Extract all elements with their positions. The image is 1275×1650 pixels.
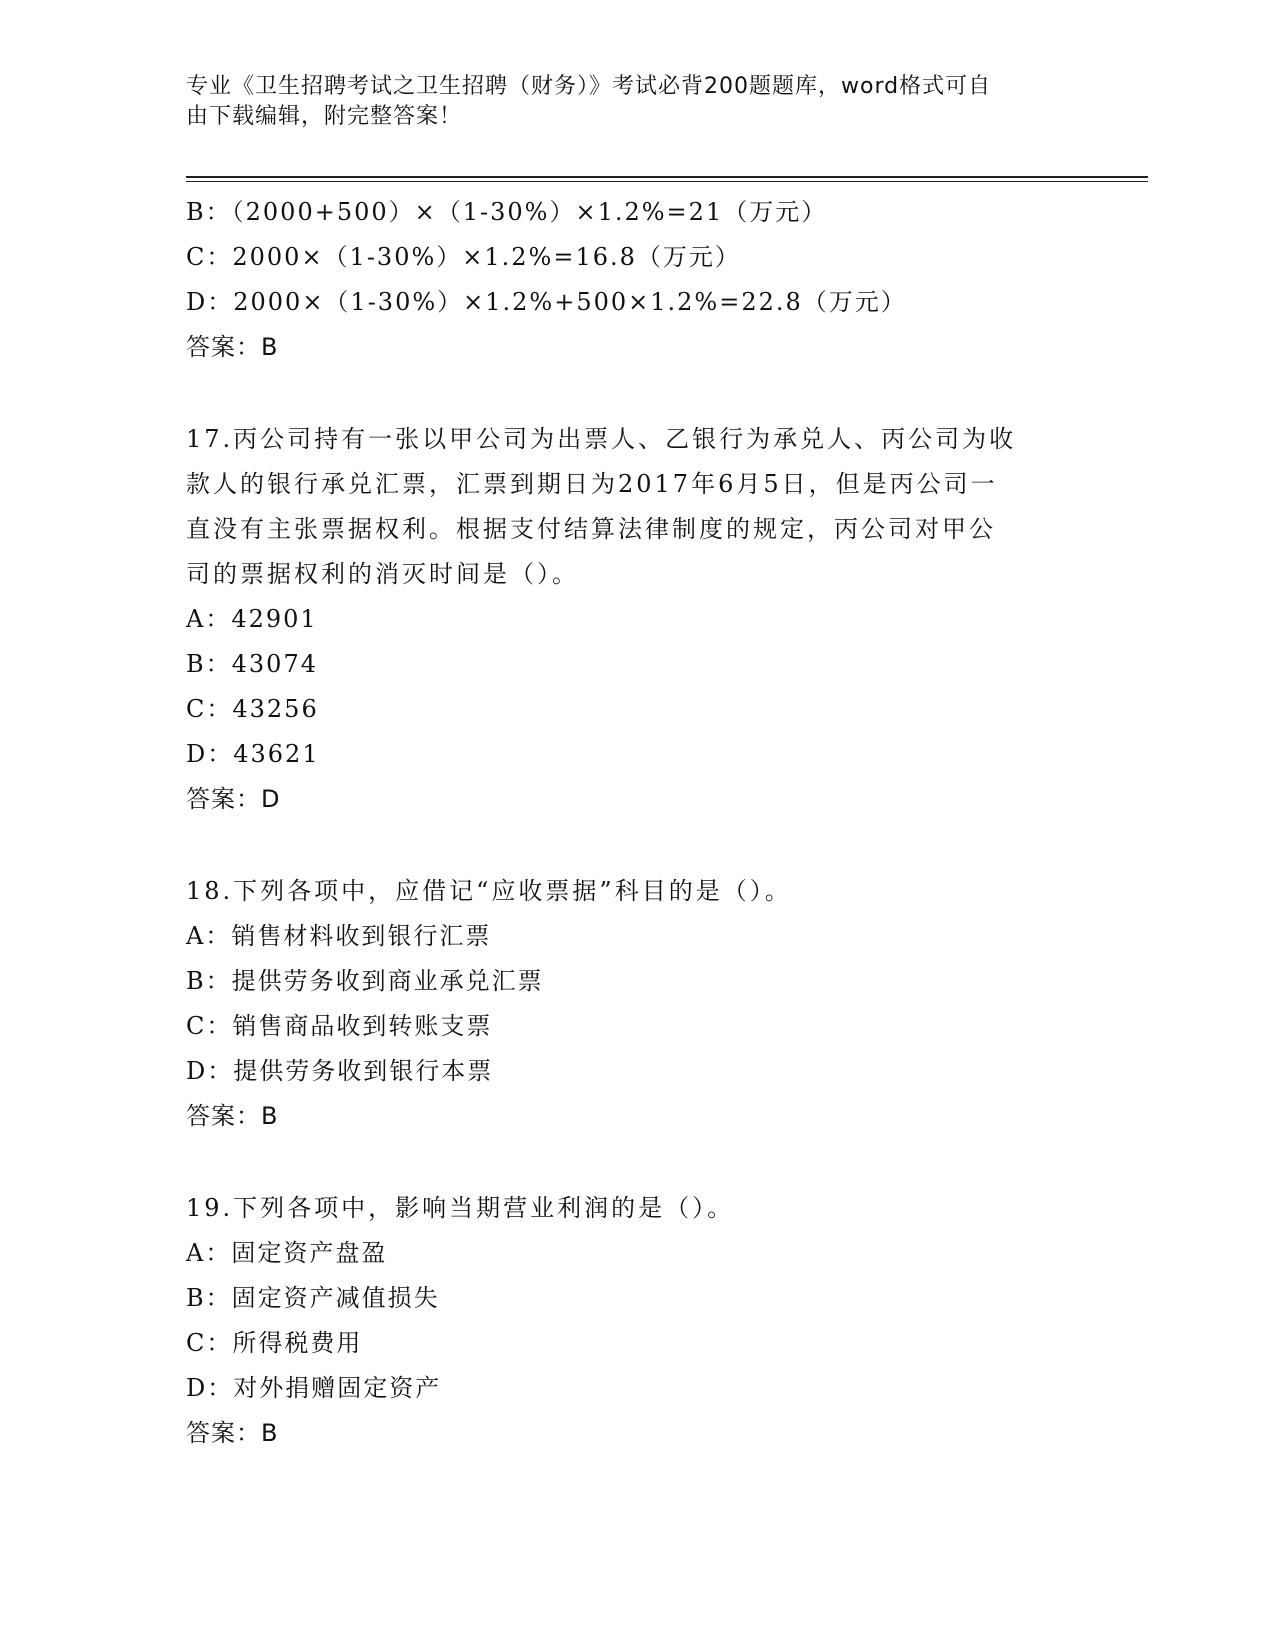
answer: 答案：B bbox=[186, 1102, 279, 1130]
option-b: B：43074 bbox=[186, 650, 318, 678]
answer: 答案：B bbox=[186, 1419, 279, 1447]
option-d: D：2000×（1-30%）×1.2%+500×1.2%=22.8（万元） bbox=[186, 288, 907, 316]
option-a: A：销售材料收到银行汇票 bbox=[186, 922, 492, 950]
question-text-line: 18.下列各项中，应借记“应收票据”科目的是（）。 bbox=[186, 877, 792, 905]
option-a: A：42901 bbox=[186, 605, 318, 633]
header-divider-thin bbox=[186, 181, 1148, 182]
header-divider-thick bbox=[186, 176, 1148, 178]
option-c: C：2000×（1-30%）×1.2%=16.8（万元） bbox=[186, 243, 741, 271]
header-line-2: 由下载编辑，附完整答案！ bbox=[186, 104, 463, 129]
question-text-line: 直没有主张票据权利。根据支付结算法律制度的规定，丙公司对甲公 bbox=[186, 515, 996, 543]
option-a: A：固定资产盘盈 bbox=[186, 1239, 388, 1267]
question-17 bbox=[186, 417, 1086, 822]
question-list bbox=[186, 190, 1086, 1456]
question-text-line: 17.丙公司持有一张以甲公司为出票人、乙银行为承兑人、丙公司为收 bbox=[186, 425, 1017, 453]
option-d: D：提供劳务收到银行本票 bbox=[186, 1057, 494, 1085]
question-19 bbox=[186, 1186, 1086, 1456]
question-text-line: 款人的银行承兑汇票，汇票到期日为2017年6月5日，但是丙公司一 bbox=[186, 470, 998, 498]
option-c: C：销售商品收到转账支票 bbox=[186, 1012, 493, 1040]
option-d: D：对外捐赠固定资产 bbox=[186, 1374, 442, 1402]
question-text-line: 司的票据权利的消灭时间是（）。 bbox=[186, 560, 579, 588]
option-c: C：所得税费用 bbox=[186, 1329, 363, 1357]
option-b: B：固定资产减值损失 bbox=[186, 1284, 440, 1312]
option-b: B：（2000+500）×（1-30%）×1.2%=21（万元） bbox=[186, 198, 828, 226]
question-text-line: 19.下列各项中，影响当期营业利润的是（）。 bbox=[186, 1194, 735, 1222]
option-d: D：43621 bbox=[186, 740, 320, 768]
option-b: B：提供劳务收到商业承兑汇票 bbox=[186, 967, 544, 995]
option-c: C：43256 bbox=[186, 695, 319, 723]
question-18 bbox=[186, 869, 1086, 1139]
answer: 答案：B bbox=[186, 333, 279, 361]
answer: 答案：D bbox=[186, 785, 281, 813]
header-line-1: 专业《卫生招聘考试之卫生招聘（财务）》考试必背200题题库，word格式可自 bbox=[186, 74, 992, 99]
document-header bbox=[186, 72, 1066, 132]
previous-question-tail bbox=[186, 190, 1086, 370]
